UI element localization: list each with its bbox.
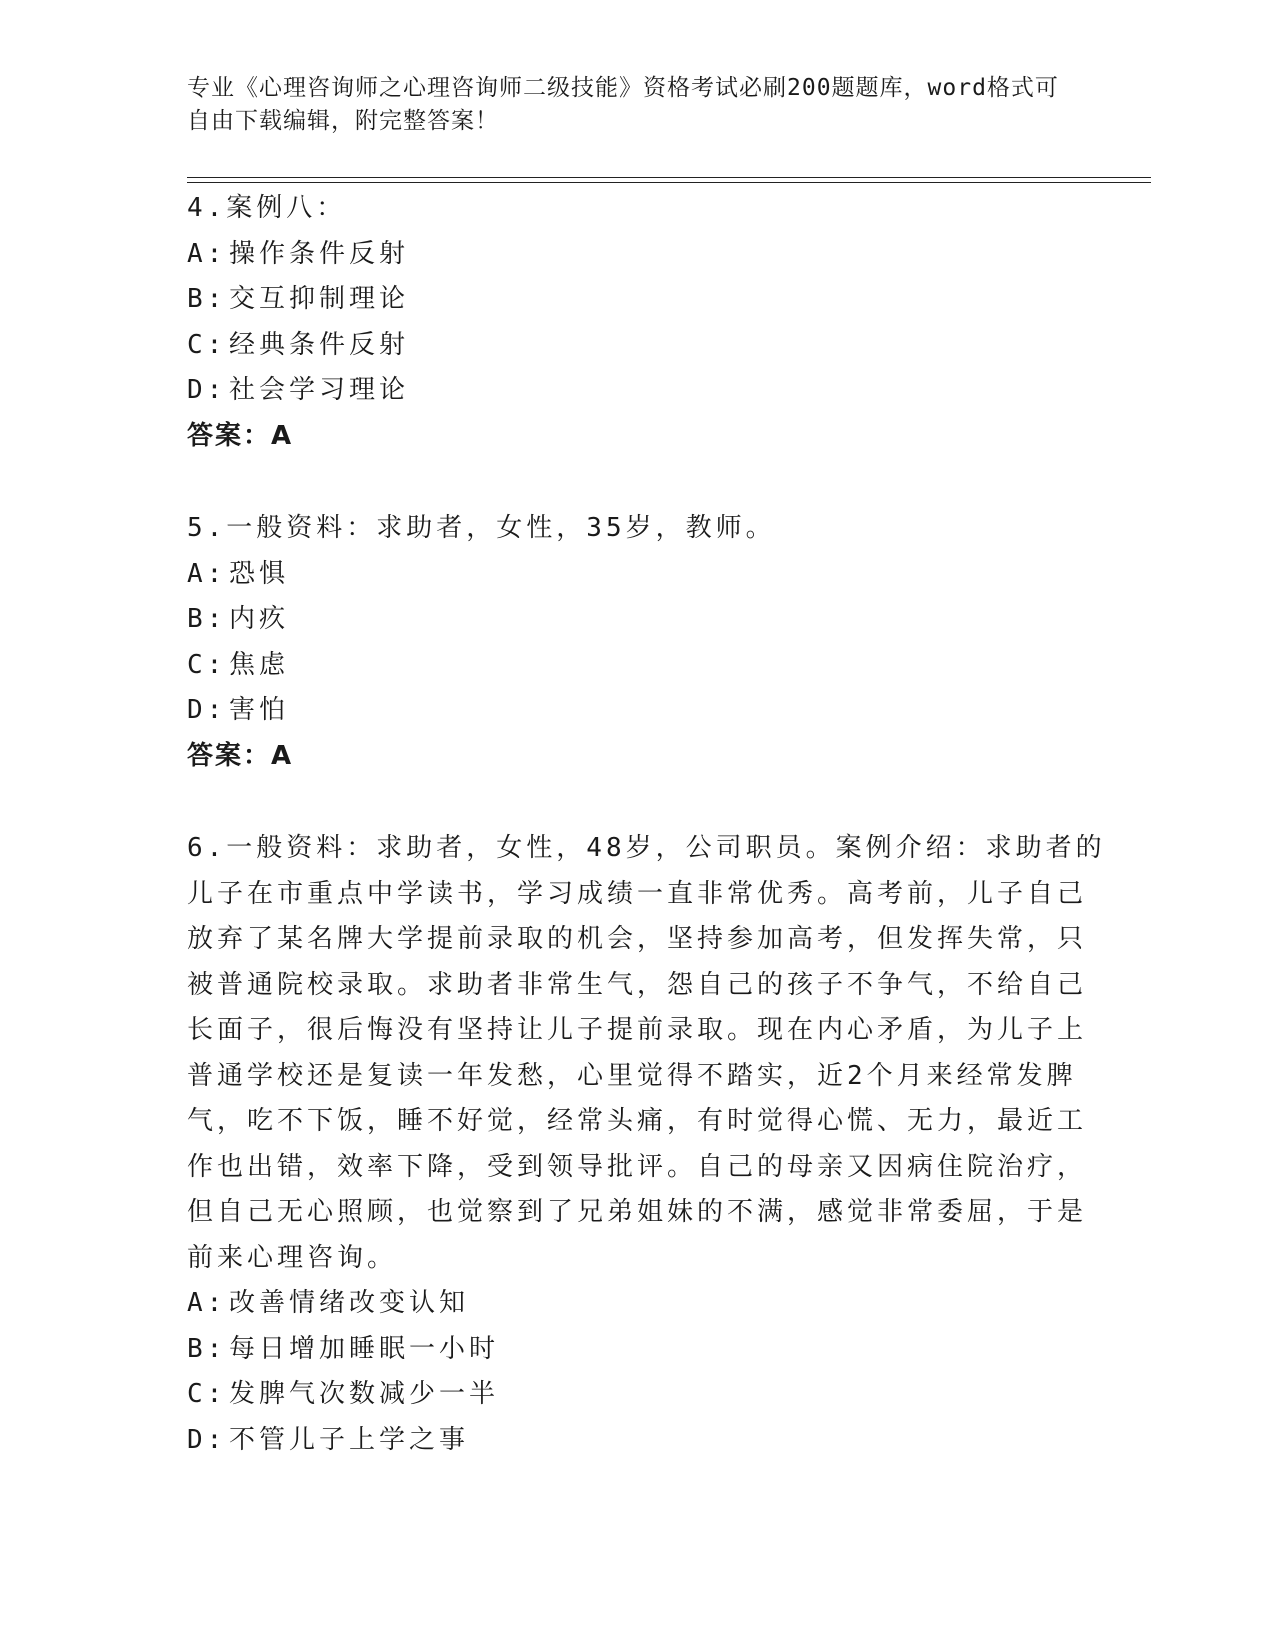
option-c bbox=[187, 1372, 1067, 1418]
question-stem-line: 气，吃不下饭，睡不好觉，经常头痛，有时觉得心慌、无力，最近工 bbox=[187, 1106, 1088, 1136]
option-letter: A: bbox=[187, 558, 227, 589]
header-divider-bottom bbox=[187, 182, 1151, 183]
question-stem-line: 前来心理咨询。 bbox=[187, 1242, 398, 1273]
option-a bbox=[187, 232, 1067, 278]
option-d bbox=[187, 368, 1067, 414]
question-stem-line: 作也出错，效率下降，受到领导批评。自己的母亲又因病住院治疗， bbox=[187, 1151, 1088, 1182]
option-d bbox=[187, 688, 1067, 734]
question-stem-line: 6.一般资料：求助者，女性，48岁，公司职员。案例介绍：求助者的 bbox=[187, 833, 1106, 863]
question-list bbox=[187, 186, 1106, 1510]
question-stem-line: 长面子，很后悔没有坚持让儿子提前录取。现在内心矛盾，为儿子上 bbox=[187, 1015, 1088, 1045]
question-4 bbox=[187, 186, 1067, 459]
question-stem-line: 放弃了某名牌大学提前录取的机会，坚持参加高考，但发挥失常，只 bbox=[187, 924, 1088, 954]
option-text: 不管儿子上学之事 bbox=[229, 1424, 470, 1455]
question-stem: 5.一般资料：求助者，女性，35岁，教师。 bbox=[187, 513, 776, 543]
option-text: 恐惧 bbox=[229, 558, 290, 589]
option-letter: A: bbox=[187, 1288, 227, 1318]
question-stem-line: 但自己无心照顾，也觉察到了兄弟姐妹的不满，感觉非常委屈，于是 bbox=[187, 1197, 1088, 1227]
option-text: 操作条件反射 bbox=[229, 238, 410, 269]
answer-label: 答案：A bbox=[187, 420, 294, 451]
question-6 bbox=[187, 826, 1106, 1463]
option-letter: D: bbox=[187, 695, 227, 725]
option-b bbox=[187, 277, 1067, 323]
option-d bbox=[187, 1418, 1067, 1464]
option-text: 发脾气次数减少一半 bbox=[229, 1379, 500, 1409]
question-stem-line: 儿子在市重点中学读书，学习成绩一直非常优秀。高考前，儿子自己 bbox=[187, 878, 1088, 909]
question-5 bbox=[187, 506, 1067, 779]
header-divider-top bbox=[187, 177, 1151, 178]
option-a bbox=[187, 1281, 1067, 1327]
option-c bbox=[187, 323, 1067, 369]
option-text: 焦虑 bbox=[229, 649, 290, 680]
option-letter: B: bbox=[187, 284, 227, 314]
option-letter: D: bbox=[187, 1424, 227, 1455]
question-stem: 4.案例八： bbox=[187, 193, 347, 223]
option-letter: C: bbox=[187, 1379, 227, 1409]
question-stem-line: 普通学校还是复读一年发愁，心里觉得不踏实，近2个月来经常发脾 bbox=[187, 1060, 1077, 1091]
question-stem-line: 被普通院校录取。求助者非常生气，怨自己的孩子不争气，不给自己 bbox=[187, 969, 1088, 1000]
option-letter: D: bbox=[187, 375, 227, 405]
option-a bbox=[187, 552, 1067, 598]
option-text: 内疚 bbox=[229, 604, 290, 634]
option-b bbox=[187, 1327, 1067, 1373]
answer-label: 答案：A bbox=[187, 740, 294, 771]
option-letter: B: bbox=[187, 1333, 227, 1364]
option-letter: B: bbox=[187, 604, 227, 634]
option-letter: C: bbox=[187, 649, 227, 680]
option-text: 每日增加睡眠一小时 bbox=[229, 1333, 500, 1364]
option-letter: A: bbox=[187, 238, 227, 269]
document-header: 专业《心理咨询师之心理咨询师二级技能》资格考试必刷200题题库，word格式可自由下载编辑，附完整答案！ bbox=[187, 75, 1059, 134]
option-letter: C: bbox=[187, 329, 227, 360]
option-text: 害怕 bbox=[229, 695, 290, 725]
option-b bbox=[187, 597, 1067, 643]
option-text: 交互抑制理论 bbox=[229, 284, 410, 314]
option-c bbox=[187, 643, 1067, 689]
option-text: 改善情绪改变认知 bbox=[229, 1288, 470, 1318]
option-text: 社会学习理论 bbox=[229, 375, 410, 405]
option-text: 经典条件反射 bbox=[229, 329, 410, 360]
